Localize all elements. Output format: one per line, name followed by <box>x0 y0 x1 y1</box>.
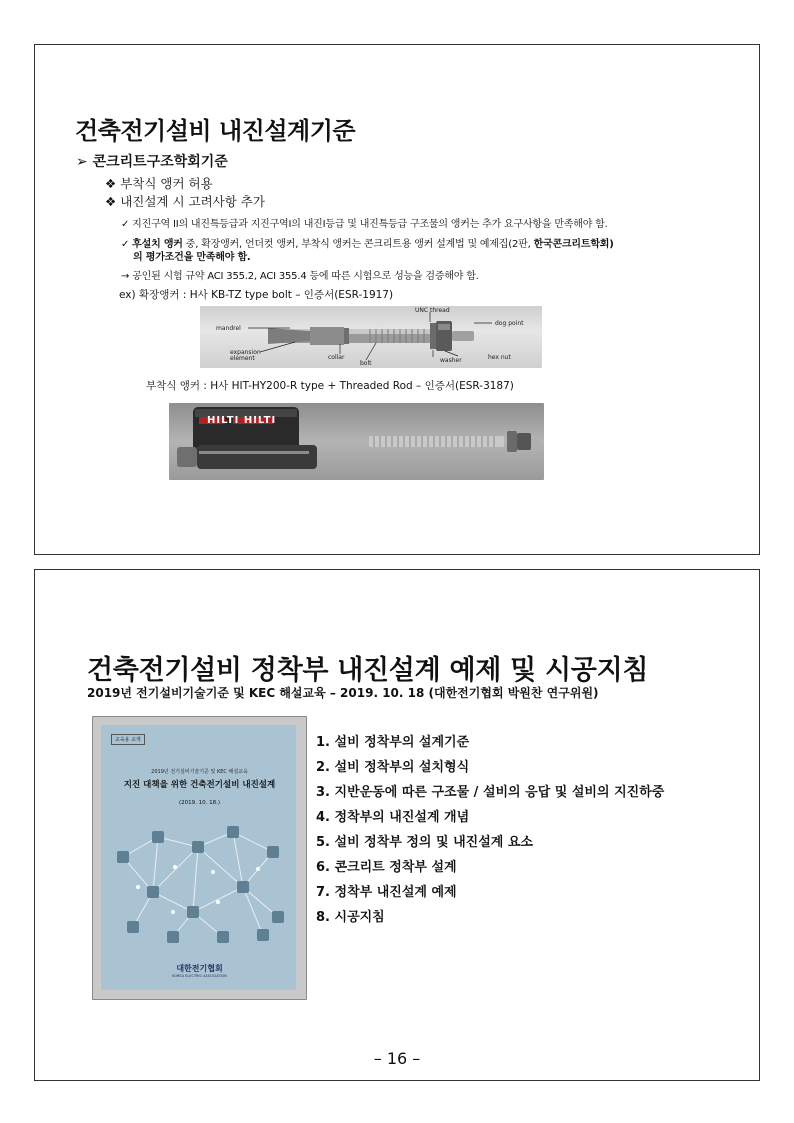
expansion-anchor-diagram <box>200 306 542 368</box>
example-1-label: ex) 확장앵커 : H사 KB-TZ type bolt – 인증서(ESR-1917) <box>119 289 394 301</box>
toc-item: 4. 정착부의 내진설계 개념 <box>316 810 470 825</box>
slide-2-subtitle: 2019년 전기설비기술기준 및 KEC 해설교육 – 2019. 10. 18 (대한전기협회 박원찬 연구위원) <box>87 686 599 700</box>
diagram-label-hex-nut: hex nut <box>488 354 511 361</box>
check-text-bold: 한국콘크리트학회) <box>533 239 614 250</box>
check-icon: ✓ <box>121 219 130 230</box>
cartridge-brand: HILTI HILTI <box>207 415 277 426</box>
cover-tag: 교육용 교재 <box>111 734 145 745</box>
toc-item: 8. 시공지침 <box>316 910 385 925</box>
diagram-label-dog-point: dog point <box>495 320 524 327</box>
adhesive-anchor-photo <box>169 403 544 480</box>
cover-publisher-english: KOREA ELECTRIC ASSOCIATION <box>172 974 227 978</box>
toc-item: 1. 설비 정착부의 설계기준 <box>316 735 470 750</box>
cover-small-heading: 2019년 전기설비기술기준 및 KEC 해설교육 <box>151 769 248 775</box>
diagram-label-unc-thread: UNC thread <box>415 307 450 314</box>
cover-network-graphic <box>113 817 288 947</box>
slide-1-title: 건축전기설비 내진설계기준 <box>75 117 356 145</box>
check-item <box>121 215 608 230</box>
slide-2 <box>34 569 760 1081</box>
diagram-label-bolt: bolt <box>360 360 372 367</box>
bullet-item <box>105 174 213 192</box>
toc-item: 7. 정착부 내진설계 예제 <box>316 885 457 900</box>
example-2-label: 부착식 앵커 : H사 HIT-HY200-R type + Threaded Rod – 인증서(ESR-3187) <box>146 380 514 392</box>
check-text: 지진구역 II의 내진특등급과 지진구역I의 내진I등급 및 내진특등급 구조물의 앵커는 추가 요구사항을 만족해야 함. <box>132 219 608 230</box>
slide-2-title: 건축전기설비 정착부 내진설계 예제 및 시공지침 <box>87 655 649 686</box>
toc-item: 5. 설비 정착부 정의 및 내진설계 요소 <box>316 835 533 850</box>
diagram-label-expansion-element: expansion element <box>230 349 261 362</box>
cover-publisher-logo: 대한전기협회 <box>176 964 223 973</box>
bullet-item <box>105 192 265 210</box>
table-of-contents <box>316 730 664 930</box>
cover-date: (2019. 10. 18.) <box>178 800 221 806</box>
arrow-note: → 공인된 시험 규약 ACI 355.2, ACI 355.4 등에 따른 시험으로 성능을 검증해야 함. <box>121 271 479 282</box>
check-text: 중, 확장앵커, 언더컷 앵커, 부착식 앵커는 콘크리트용 앵커 설계법 및 예제집(2판, <box>182 239 534 250</box>
diagram-label-washer: washer <box>440 357 462 364</box>
book-cover <box>92 716 307 1000</box>
diagram-label-mandrel: mandrel <box>216 325 241 332</box>
cover-title: 지진 대책을 위한 건축전기설비 내진설계 <box>123 780 276 790</box>
diamond-bullet-icon: ❖ <box>105 194 117 209</box>
diamond-bullet-icon: ❖ <box>105 176 117 191</box>
check-text-bold: 후설치 앵커 <box>132 239 183 250</box>
arrow-bullet-icon: ➢ <box>76 154 88 170</box>
slide-1 <box>34 44 760 555</box>
section-heading <box>76 151 228 171</box>
page-number: – 16 – <box>373 1049 421 1068</box>
check-icon: ✓ <box>121 239 130 250</box>
toc-item: 3. 지반운동에 따른 구조물 / 설비의 응답 및 설비의 지진하중 <box>316 785 665 800</box>
toc-item: 6. 콘크리트 정착부 설계 <box>316 860 457 875</box>
toc-item: 2. 설비 정착부의 설치형식 <box>316 760 470 775</box>
section-label: 콘크리트구조학회기준 <box>92 154 228 170</box>
check-text-continued: 의 평가조건을 만족해야 함. <box>133 252 251 263</box>
bullet-text: 부착식 앵커 허용 <box>120 176 213 191</box>
bullet-text: 내진설계 시 고려사항 추가 <box>120 194 265 209</box>
diagram-label-collar: collar <box>328 354 345 361</box>
